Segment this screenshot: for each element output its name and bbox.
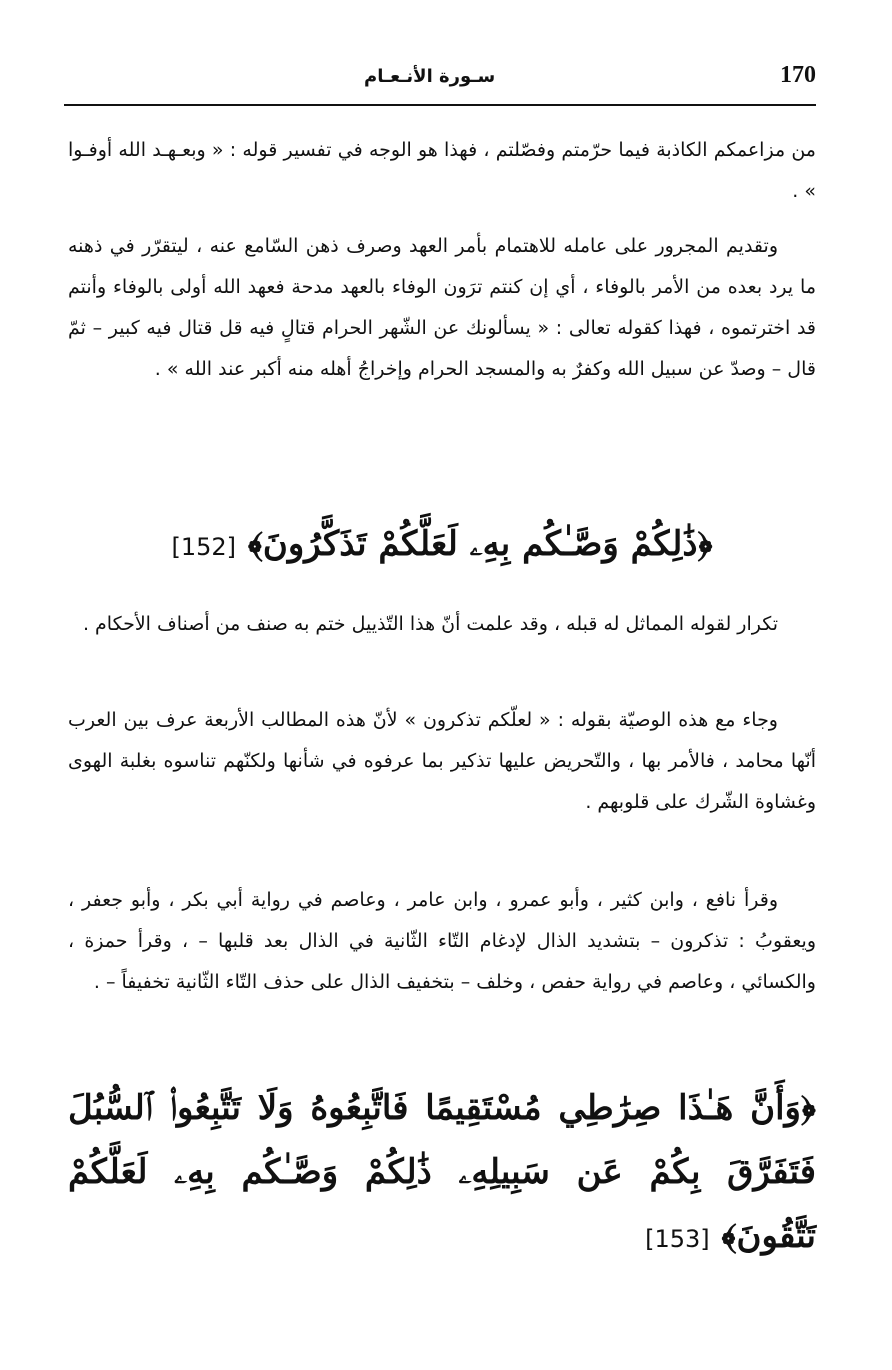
paragraph-4-text: وجاء مع هذه الوصيّة بقوله : « لعلّكم تذكرون » لأنّ هذه المطالب الأربعة عرف بين العرب أنّها محامد ، فالأمر بها ، والتّحريض عليها تذكير بما عرفوه في شأنها ولكنّهم تناسوه بغلبة الهوى وغشاوة الشّرك على قلوبهم . bbox=[68, 709, 816, 813]
paragraph-1-text: من مزاعمكم الكاذبة فيما حرّمتم وفصّلتم ، فهذا هو الوجه في تفسير قوله : « وبعـهـد الله أوفـوا » . bbox=[68, 139, 816, 202]
paragraph-5-text: وقرأ نافع ، وابن كثير ، وأبو عمرو ، وابن عامر ، وعاصم في رواية أبي بكر ، وأبو جعفر ، ويعقوبُ : تذكرون – بتشديد الذال لإدغام التّاء الثّانية في الذال بعد قلبها – ، وقرأ حمزة ، والكسائي ، وعاصم في رواية حفص ، وخلف – بتخفيف الذال على حذف التّاء الثّانية تخفيفاً – . bbox=[68, 889, 816, 993]
paragraph-1 bbox=[68, 130, 816, 212]
paragraph-4 bbox=[68, 700, 816, 823]
verse-153 bbox=[68, 1076, 816, 1271]
paragraph-2-text: وتقديم المجرور على عامله للاهتمام بأمر العهد وصرف ذهن السّامع عنه ، ليتقرّر في ذهنه ما يرد بعده من الأمر بالوفاء ، أي إن كنتم ترَون الوفاء بالعهد مدحة فعهد الله أولى بالوفاء وأنتم قد اخترتموه ، فهذا كقوله تعالى : « يسألونك عن الشّهر الحرام قتالٍ فيه قل قتال فيه كبير – ثمّ قال – وصدّ عن سبيل الله وكفرٌ به والمسجد الحرام وإخراجُ أهله منه أكبر عند الله » . bbox=[68, 235, 816, 380]
paragraph-3 bbox=[68, 604, 816, 645]
verse-153-number: [153] bbox=[645, 1225, 710, 1253]
verse-152-text: ﴿ذَٰلِكُمْ وَصَّـٰكُم بِهِۦ لَعَلَّكُمْ تَذَكَّرُونَ﴾ bbox=[247, 524, 713, 564]
verse-152-number: [152] bbox=[171, 533, 236, 561]
paragraph-5 bbox=[68, 880, 816, 1003]
page-header bbox=[64, 58, 816, 106]
paragraph-3-text: تكرار لقوله المماثل له قبله ، وقد علمت أنّ هذا التّذييل ختم به صنف من أصناف الأحكام . bbox=[82, 613, 778, 635]
verse-152 bbox=[68, 512, 816, 579]
page-number: 170 bbox=[780, 62, 816, 88]
verse-153-text: ﴿وَأَنَّ هَـٰذَا صِرَٰطِي مُسْتَقِيمًا فَاتَّبِعُوهُ وَلَا تَتَّبِعُوا۟ ٱلسُّبُلَ فَتَفَرَّقَ بِكُمْ عَن سَبِيلِهِۦ ذَٰلِكُمْ وَصَّـٰكُم بِهِۦ لَعَلَّكُمْ تَتَّقُونَ﴾ bbox=[68, 1088, 816, 1256]
paragraph-2 bbox=[68, 226, 816, 390]
running-title: سـورة الأنـعـام bbox=[364, 66, 496, 87]
